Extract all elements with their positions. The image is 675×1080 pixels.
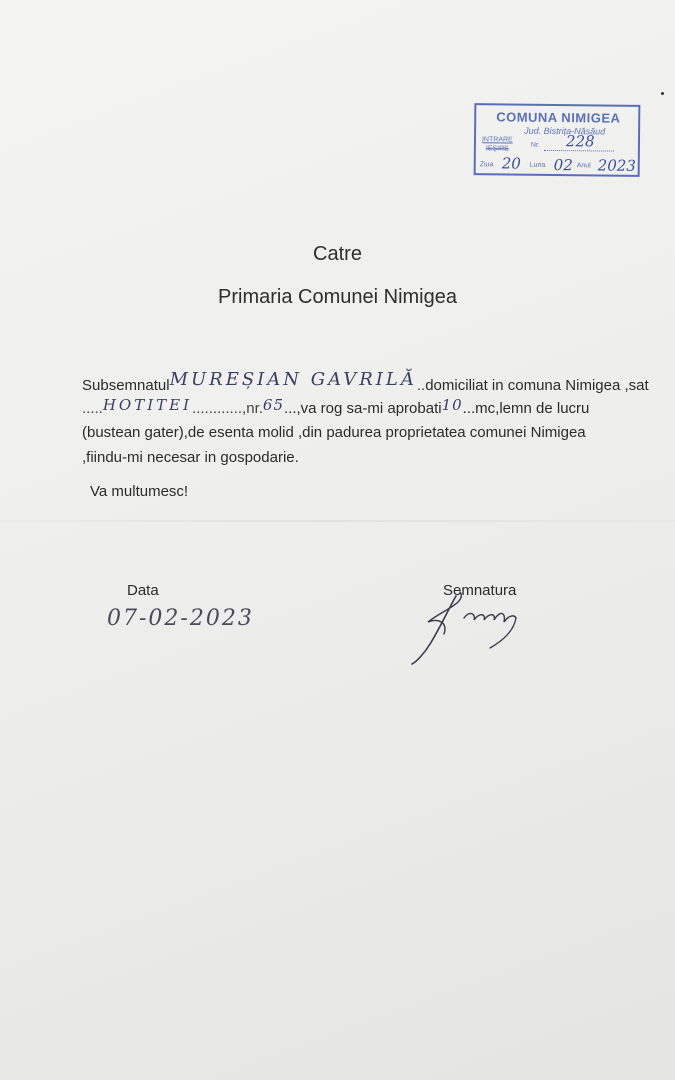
ink-dot <box>661 92 664 95</box>
addressee-line-2: Primaria Comunei Nimigea <box>218 286 457 308</box>
stamp-anul-label: Anul <box>576 162 591 170</box>
stamp-luna-value: 02 <box>553 155 573 175</box>
stamp-ziua-label: Ziua <box>479 161 494 169</box>
handwritten-signature <box>404 588 534 668</box>
request-text: ...,va rog sa-mi aprobati <box>284 400 442 417</box>
stamp-intrare: INTRARE <box>481 136 513 144</box>
registration-stamp <box>474 103 641 177</box>
subsemnatul-label: Subsemnatul <box>82 377 170 394</box>
handwritten-house-number: 65 <box>262 396 284 414</box>
paper-fold-line <box>0 520 675 522</box>
signature-label: Semnatura <box>443 582 517 599</box>
stamp-title: COMUNA NIMIGEA <box>496 109 621 126</box>
unit-text: ...mc,lemn de lucru <box>462 400 590 417</box>
handwritten-village: HOTITEI <box>102 396 193 414</box>
dots-nr-label: ............,nr. <box>192 400 263 417</box>
stamp-luna-label: Luna <box>529 161 546 169</box>
stamp-anul-value: 2023 <box>597 156 637 175</box>
body-line-1 <box>82 369 649 395</box>
handwritten-date: 07-02-2023 <box>107 606 254 631</box>
closing-text: Va multumesc! <box>90 483 189 500</box>
handwritten-quantity: 10 <box>441 396 463 414</box>
body-line-3: (bustean gater),de esenta molid ,din padurea proprietatea comunei Nimigea <box>82 424 586 441</box>
stamp-nr-label: Nr. <box>530 141 540 149</box>
date-label: Data <box>127 582 159 599</box>
domicile-text: domiciliat in comuna Nimigea ,sat <box>425 377 649 394</box>
stamp-county: Jud. Bistrița-Năsăud <box>524 125 606 137</box>
body-line-2 <box>82 396 590 417</box>
stamp-iesire: IEȘIRE <box>485 145 509 153</box>
addressee-line-1: Catre <box>313 243 362 265</box>
dots: .. <box>416 377 426 394</box>
dots: ..... <box>82 400 103 417</box>
stamp-ziua-value: 20 <box>501 154 521 173</box>
body-line-4: ,fiindu-mi necesar in gospodarie. <box>82 449 299 466</box>
stamp-nr-value: 228 <box>565 132 595 151</box>
handwritten-name: MUREȘIAN GAVRILĂ <box>169 369 417 390</box>
